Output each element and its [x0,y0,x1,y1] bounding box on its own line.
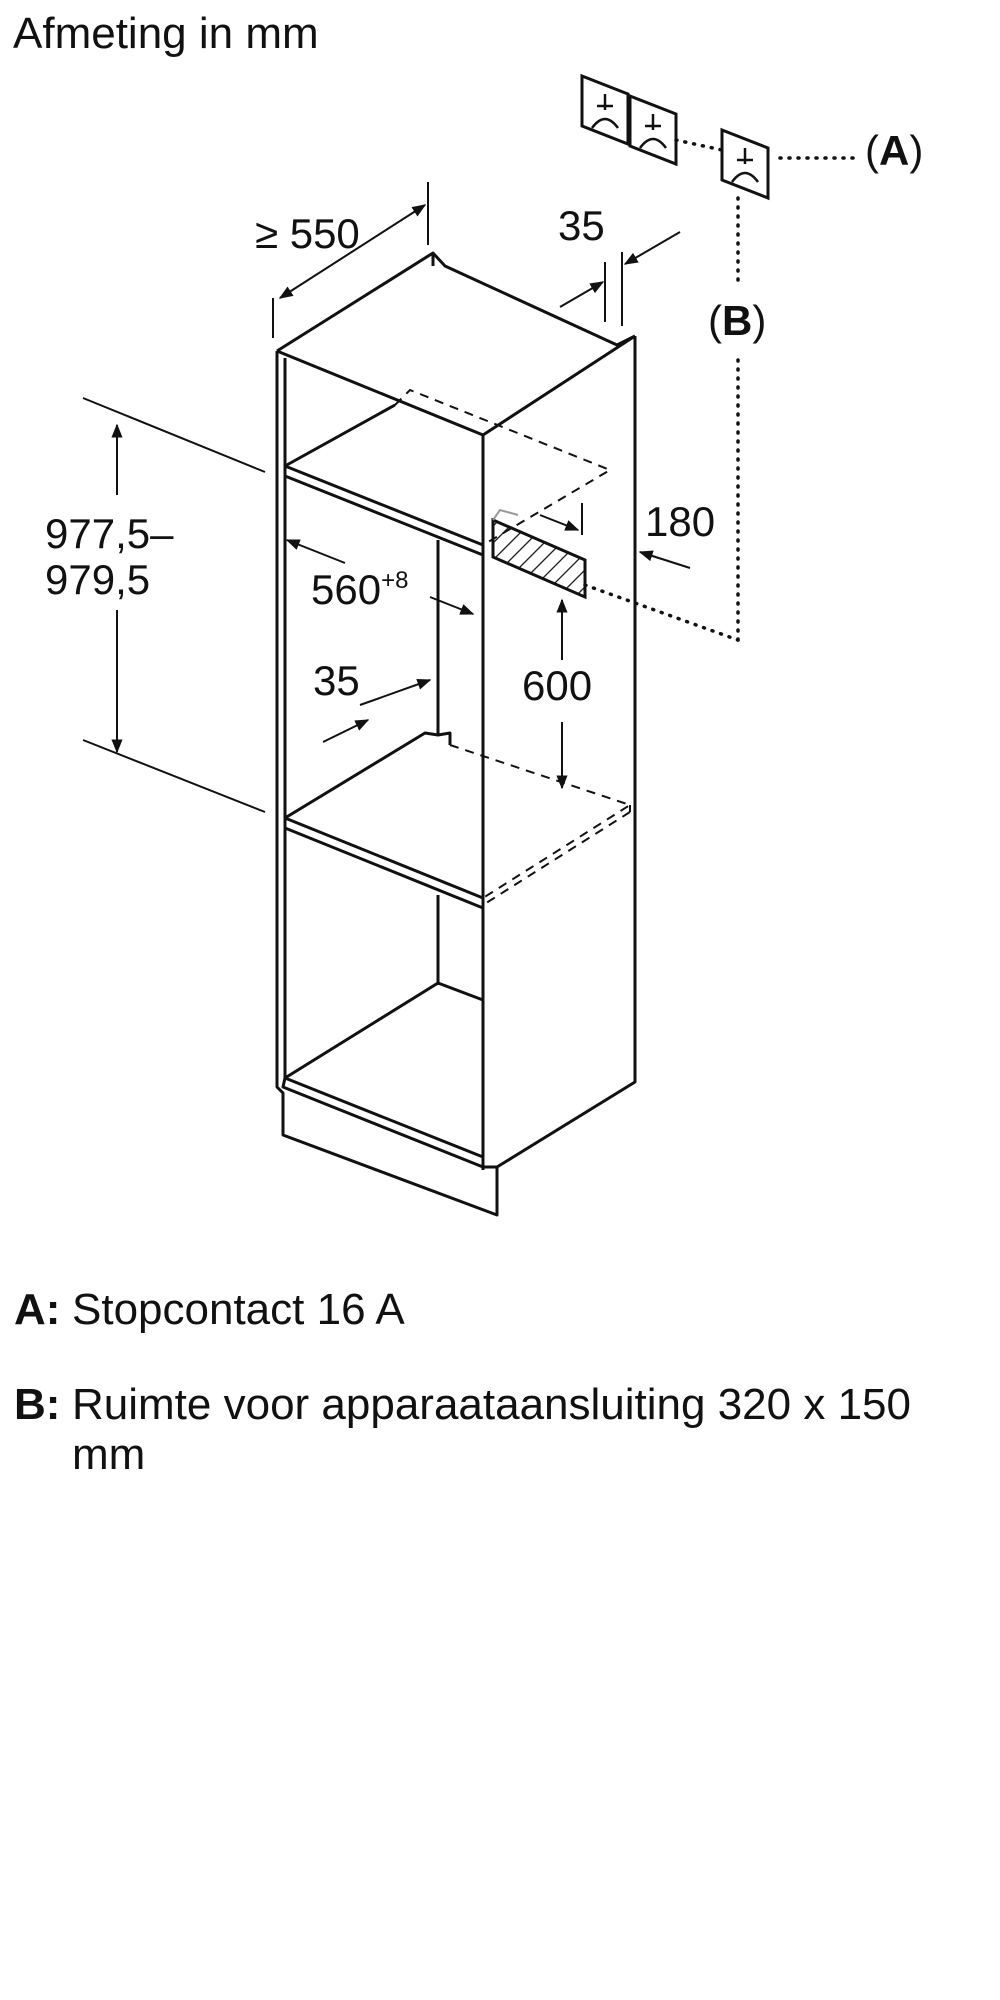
dim-height [83,398,265,812]
legend-text-b: Ruimte voor apparaataansluiting 320 x 150 mm [72,1380,911,1479]
legend-item-b [14,1380,932,1480]
dim-inner-offset-label: 35 [313,657,360,704]
dim-wall-offset-label: 35 [558,202,605,249]
legend-item-a [14,1285,932,1335]
leader-lines [585,140,860,640]
dim-width-label: $560^{+8}$ [311,566,409,613]
diagram-title: Afmeting in mm [13,9,319,58]
legend-key-b: B: [14,1380,61,1429]
dim-depth [273,182,428,338]
callout-a: (A) [865,127,924,174]
legend-key-a: A: [14,1285,61,1334]
connection-area [493,520,585,597]
dim-socket-dist-label: 180 [645,498,716,545]
double-socket-icon [582,76,676,164]
dim-height-line1: 977,5– [45,510,174,557]
dim-height-line2: 979,5 [45,556,151,603]
cabinet [277,253,635,1215]
callout-b: (B) [708,297,767,344]
dim-connection-height-label: 600 [522,662,593,709]
socket-icon [722,130,768,198]
dim-depth-label: ≥ 550 [255,210,360,257]
legend-text-a: Stopcontact 16 A [72,1285,405,1334]
dashed-projections [395,390,630,905]
